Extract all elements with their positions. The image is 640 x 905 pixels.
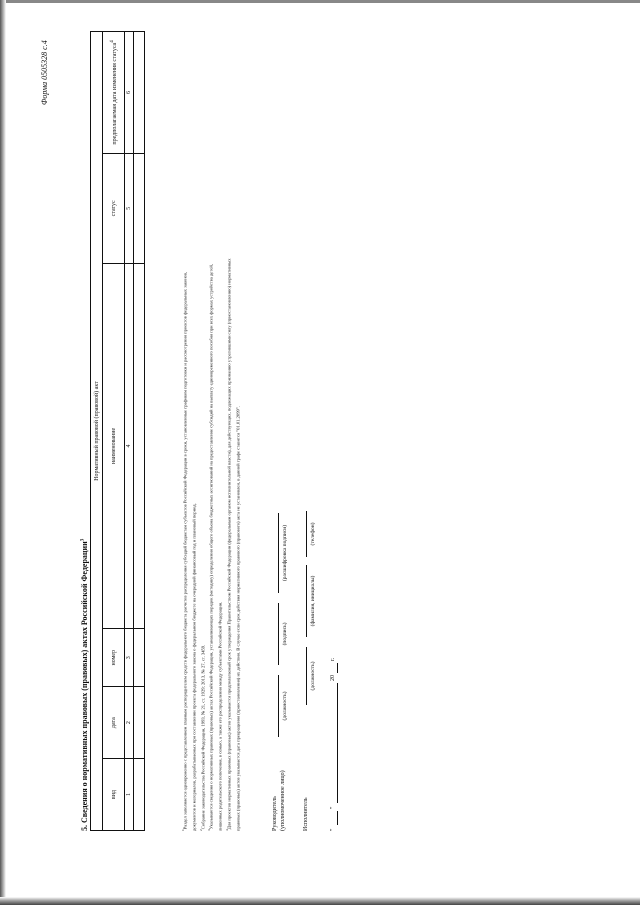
footnote-text: Раздел заполняется одновременно с представлением главным распорядителем средств федерального бюджета расчетов распределения субсидий бюджетам субъектов Российской Федерации в сроки, установленные графиком подготовки и рассмотрения проектов федеральных законов, (182, 271, 188, 830)
footnote-text: Указываются сведения о нормативных правовых (правовых) актах Российской Федерации, устанавливающих порядок (методику) определения общего объема бюджетных ассигнований на предоставление субсидий на выплату единовременного пособия при всех формах устройства детей, (209, 264, 215, 830)
table-group-header: Нормативный правовой (правовой) акт (91, 32, 103, 831)
footnote-text: документов и материалов, разрабатываемых при составлении проекта федерального закона о федеральном бюджете на очередной финансовый год и плановый период. (191, 503, 197, 831)
date-year-prefix: 20 (330, 675, 336, 681)
head-label-sub: (уполномоченное лицо) (280, 770, 286, 831)
col-header-kind: вид (103, 759, 125, 831)
col-number: 2 (125, 687, 134, 759)
table-cell[interactable] (134, 32, 145, 154)
col-header-footnote-mark: 4 (109, 40, 115, 43)
executor-position-caption: (должность) (310, 661, 316, 691)
section-title-footnote-mark: 3 (80, 538, 86, 542)
footnote (189, 51, 198, 831)
date-quote-close: " (330, 806, 336, 809)
col-number: 6 (125, 32, 134, 154)
date-year-suffix: г. (330, 657, 336, 661)
footnote-text: Для проектов нормативных правовых (правовых) актов указывается предполагаемый срок утверждения Правительством Российской Федерации (федеральным органом исполнительной власти), для действующих, подлежащих признанию утратившими силу (приостановлению) нормативных (226, 258, 232, 830)
footnote (198, 51, 207, 831)
col-number: 3 (125, 629, 134, 687)
col-header-date: дата (103, 687, 125, 759)
footnote (206, 51, 215, 831)
footnote (224, 51, 233, 831)
col-number: 5 (125, 153, 134, 263)
col-header-change-date (103, 32, 125, 154)
col-header-number: номер (103, 629, 125, 687)
executor-phone-caption: (телефон) (310, 522, 316, 546)
footnote-mark: 3 (207, 829, 212, 831)
col-header-change-date-text: предполагаемая дата изменения статуса (111, 42, 118, 145)
table-cell[interactable] (134, 263, 145, 629)
col-number: 1 (125, 759, 134, 831)
footnote (233, 51, 242, 831)
footnote (180, 51, 189, 831)
footnote-text: правовых (правовых) актов указывается дата прекращения (приостановления) их действия. В случае если срок действия нормативного правового (правового) акта не установлен, в данной графе ставится "01.01.2099". (235, 406, 241, 831)
executor-name-line[interactable] (306, 565, 307, 637)
col-number: 4 (125, 263, 134, 629)
table-cell[interactable] (134, 759, 145, 831)
executor-label: Исполнитель (303, 797, 309, 831)
table-cell[interactable] (134, 153, 145, 263)
footnote-text: Собрание законодательства Российской Федерации, 1993, № 21, ст. 1929; 2013, № 27, ст. 3459. (200, 644, 206, 830)
table-cell[interactable] (134, 629, 145, 687)
footnote (215, 51, 224, 831)
section-title-text: 5. Сведения о нормативных правовых (правовых) актах Российской Федерации (80, 541, 89, 831)
head-name-caption: (расшифровка подписи) (282, 524, 288, 582)
head-position-line[interactable] (278, 675, 279, 737)
date-month-line[interactable] (337, 683, 338, 803)
date-year-line[interactable] (337, 663, 338, 673)
footnotes (180, 51, 242, 831)
head-position-caption: (должность) (282, 691, 288, 721)
footnote-text: лишенных родительского попечения, в семью, а также его распределения между субъектами Российской Федерации. (217, 601, 223, 831)
executor-phone-line[interactable] (306, 511, 307, 557)
head-signature-line[interactable] (278, 603, 279, 665)
executor-name-caption: (фамилия, инициалы) (310, 575, 316, 627)
section-title (80, 539, 89, 831)
head-label: Руководитель (272, 796, 278, 831)
table-row (134, 32, 145, 831)
executor-position-line[interactable] (306, 647, 307, 705)
col-header-name: наименование (103, 263, 125, 629)
head-name-line[interactable] (278, 513, 279, 593)
table-cell[interactable] (134, 687, 145, 759)
form-code: Форма 0505328 с.4 (40, 40, 49, 105)
date-quote-open: " (330, 828, 336, 831)
footnote-mark: 2 (198, 829, 203, 831)
normative-acts-table (90, 31, 145, 831)
footnote-mark: 1 (181, 829, 185, 831)
head-signature-caption: (подпись) (282, 622, 288, 646)
footnote-mark: 4 (225, 829, 230, 831)
col-header-status: статус (103, 153, 125, 263)
date-day-line[interactable] (337, 811, 338, 825)
